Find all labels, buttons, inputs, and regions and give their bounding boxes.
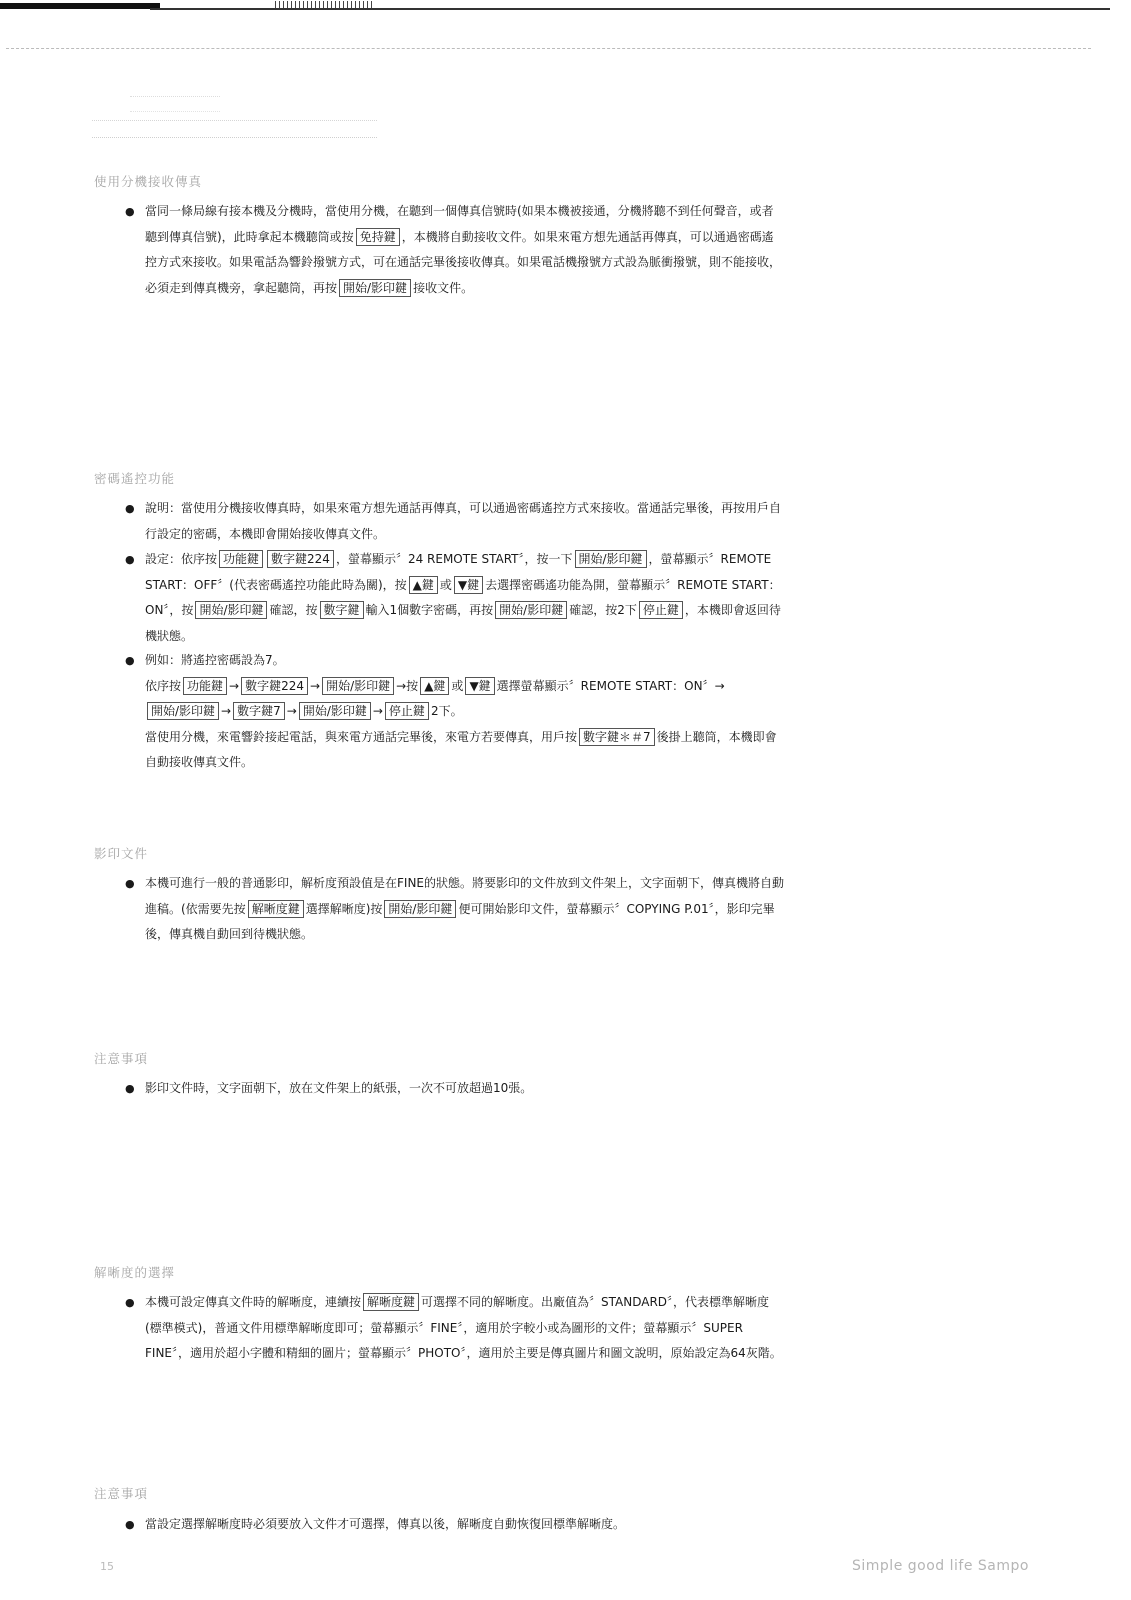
key-label: 功能鍵: [219, 550, 263, 568]
heading-notes-2: 注意事項: [94, 1486, 149, 1501]
bullet-icon: ●: [125, 205, 135, 218]
key-label: 開始/影印鍵: [299, 702, 371, 720]
key-label: 免持鍵: [356, 228, 400, 246]
list-item: [125, 871, 785, 948]
key-label: 開始/影印鍵: [495, 601, 567, 619]
key-label: 數字鍵＊＃7: [579, 728, 655, 746]
key-label: 開始/影印鍵: [195, 601, 267, 619]
key-label: 數字鍵: [320, 601, 364, 619]
arrow-icon: →: [286, 704, 297, 718]
arrow-icon: →: [372, 704, 383, 718]
key-label: ▼鍵: [454, 576, 483, 594]
key-label: 開始/影印鍵: [147, 702, 219, 720]
paragraph: 例如：將遙控密碼設為7。 依序按 功能鍵 → 數字鍵224 → 開始/影印鍵 →按 ▲鍵 或 ▼鍵 選擇螢幕顯示〞REMOTE START：ON〞→開始/影印鍵 → 數字鍵7 → 開始/影印鍵 → 停止鍵 2下。 當使用分機，來電響鈴接起電話，與來電方通話完畢後，來電方若要傳真，用戶按 數字鍵＊＃7 後掛上聽筒，本機即會自動接收傳真文件。: [145, 653, 777, 769]
list-item: [125, 199, 785, 301]
key-label: 開始/影印鍵: [575, 550, 647, 568]
list-item: [125, 1076, 785, 1102]
key-label: 功能鍵: [183, 677, 227, 695]
key-label: 開始/影印鍵: [322, 677, 394, 695]
heading-copy-document: 影印文件: [94, 846, 149, 861]
arrow-icon: →: [714, 678, 725, 693]
paragraph: 本機可設定傳真文件時的解晰度，連續按 解晰度鍵 可選擇不同的解晰度。出廠值為〞STANDARD〞，代表標準解晰度(標準模式)，普通文件用標準解晰度即可；螢幕顯示〞FINE〞，適用於字較小或為圖形的文件；螢幕顯示〞SUPER FINE〞，適用於超小字體和精細的圖片；螢幕顯示〞PHOTO〞，適用於主要是傳真圖片和圖文說明，原始設定為64灰階。: [145, 1295, 782, 1360]
heading-extension-receive: 使用分機接收傳真: [94, 174, 203, 189]
key-label: 解晰度鍵: [363, 1293, 419, 1311]
brand-slogan: Simple good life Sampo: [852, 1558, 1029, 1574]
arrow-icon: →: [221, 704, 232, 718]
key-label: 數字鍵224: [241, 677, 308, 695]
key-label: ▲鍵: [409, 576, 438, 594]
arrow-icon: →: [229, 678, 240, 693]
arrow-icon: →: [310, 678, 321, 693]
bullet-icon: ●: [125, 502, 135, 515]
key-label: ▼鍵: [465, 677, 494, 695]
bullet-icon: ●: [125, 1082, 135, 1095]
key-label: 數字鍵224: [267, 550, 334, 568]
paragraph: 說明：當使用分機接收傳真時，如果來電方想先通話再傳真，可以通過密碼遙控方式來接收。當通話完畢後，再按用戶自行設定的密碼，本機即會開始接收傳真文件。: [145, 501, 782, 541]
paragraph: 設定：依序按 功能鍵 數字鍵224 ，螢幕顯示〞24 REMOTE START〞，按一下 開始/影印鍵 ，螢幕顯示〞REMOTE START：OFF〞(代表密碼遙控功能此時為關)，按 ▲鍵 或 ▼鍵 去選擇密碼遙功能為開，螢幕顯示〞REMOTE START：ON〞，按 開始/影印鍵 確認，按 數字鍵 輸入1個數字密碼，再按 開始/影印鍵 確認，按2下 停止鍵 ，本機即會返回待機狀態。: [145, 552, 781, 643]
paragraph: 當設定選擇解晰度時必須要放入文件才可選擇，傳真以後，解晰度自動恢復回標準解晰度。: [145, 1517, 626, 1531]
bullet-icon: ●: [125, 877, 135, 890]
faded-page-title: [92, 88, 382, 148]
paragraph: 影印文件時，文字面朝下，放在文件架上的紙張，一次不可放超過10張。: [145, 1081, 533, 1095]
list-item: [125, 1290, 785, 1367]
list-item: [125, 496, 785, 547]
key-label: 開始/影印鍵: [339, 279, 411, 297]
header-rule: [6, 48, 1091, 49]
key-label: 解晰度鍵: [248, 900, 304, 918]
key-label: 開始/影印鍵: [384, 900, 456, 918]
bullet-icon: ●: [125, 1296, 135, 1309]
paragraph: 當同一條局線有接本機及分機時，當使用分機，在聽到一個傳真信號時(如果本機被接通，分機將聽不到任何聲音，或者聽到傳真信號)，此時拿起本機聽筒或按 免持鍵 ，本機將自動接收文件。如果來電方想先通話再傳真，可以通過密碼遙控方式來接收。如果電話為響鈴撥號方式，可在通話完畢後接收傳真。如果電話機撥號方式設為脈衝撥號，則不能接收，必須走到傳真機旁，拿起聽筒，再按 開始/影印鍵 接收文件。: [145, 204, 782, 295]
heading-remote-password: 密碼遙控功能: [94, 471, 176, 486]
bullet-icon: ●: [125, 553, 135, 566]
key-label: 停止鍵: [639, 601, 683, 619]
scan-border-top: [0, 0, 1131, 10]
heading-notes: 注意事項: [94, 1051, 149, 1066]
list-item: [125, 547, 785, 649]
bullet-icon: ●: [125, 654, 135, 667]
list-item: [125, 648, 785, 776]
heading-resolution: 解晰度的選擇: [94, 1265, 176, 1280]
list-item: [125, 1512, 785, 1538]
paragraph: 本機可進行一般的普通影印，解析度預設值是在FINE的狀態。將要影印的文件放到文件架上，文字面朝下，傳真機將自動進稿。(依需要先按 解晰度鍵 選擇解晰度)按 開始/影印鍵 便可開始影印文件，螢幕顯示〞COPYING P.01〞，影印完畢後，傳真機自動回到待機狀態。: [145, 876, 785, 941]
key-label: 數字鍵7: [233, 702, 285, 720]
bullet-icon: ●: [125, 1518, 135, 1531]
key-label: ▲鍵: [420, 677, 449, 695]
key-label: 停止鍵: [385, 702, 429, 720]
arrow-icon: →: [396, 678, 407, 693]
page-number: 15: [100, 1560, 114, 1573]
